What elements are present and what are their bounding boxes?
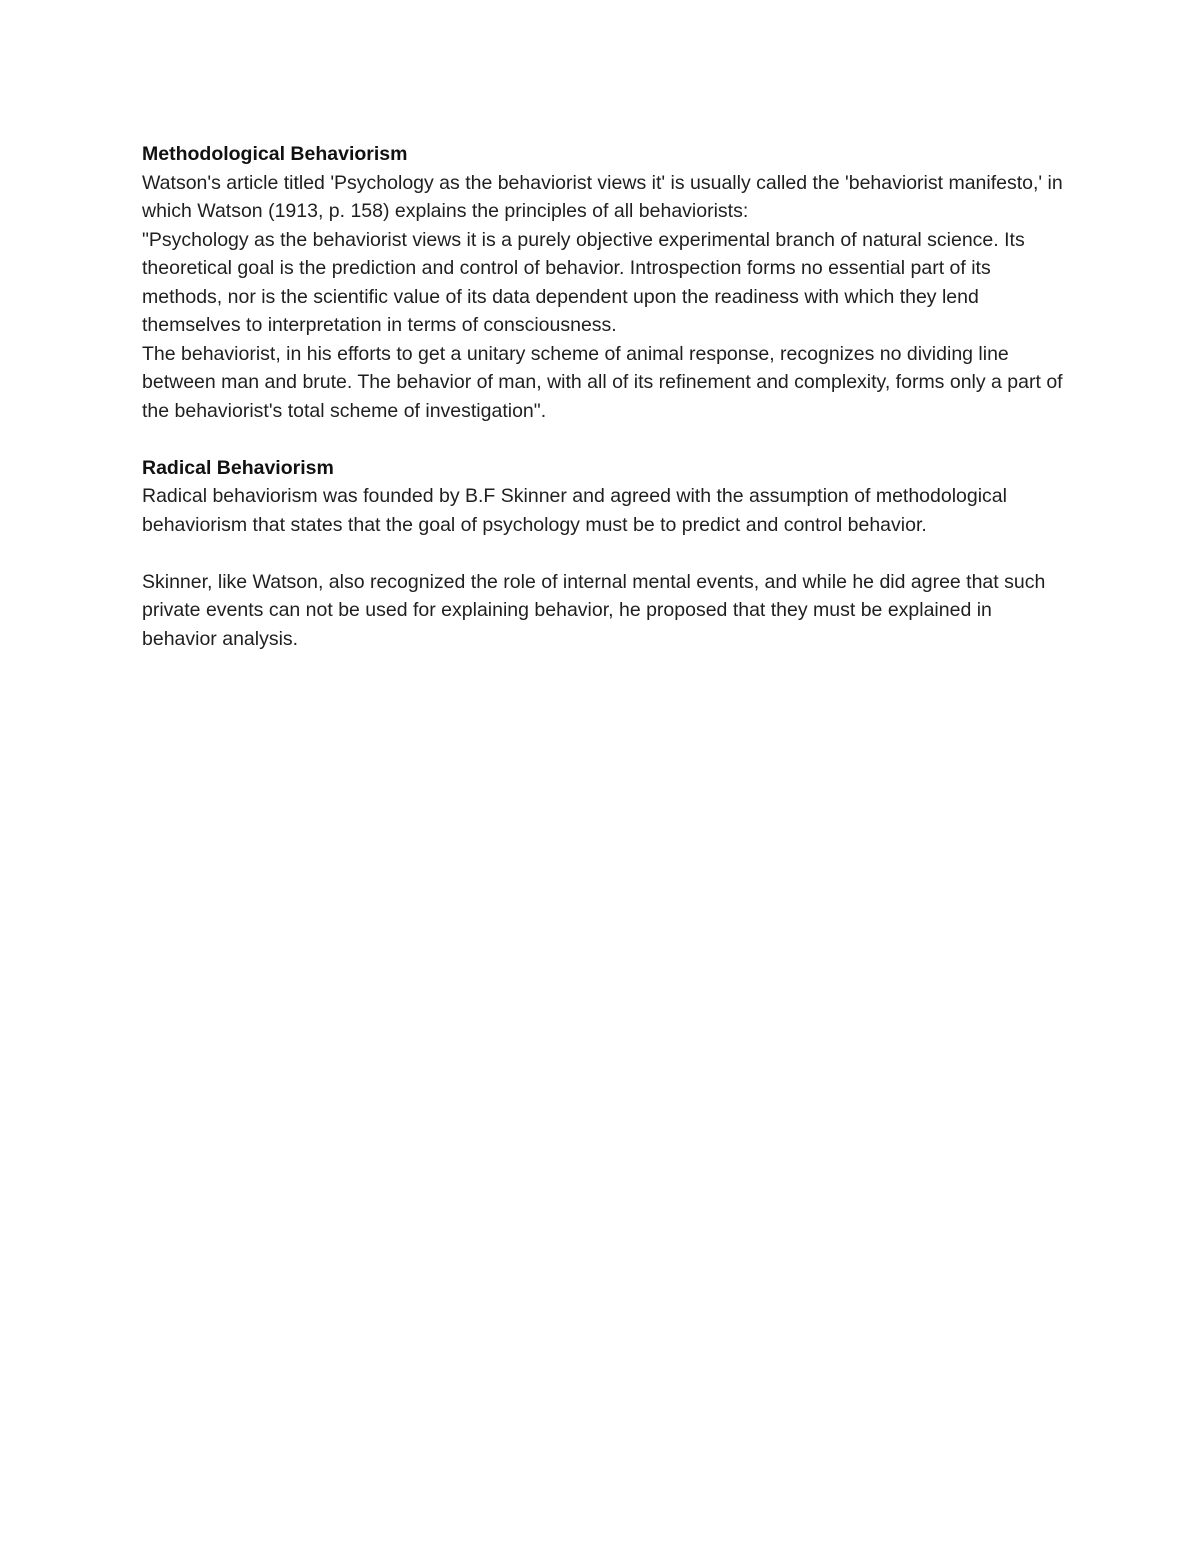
paragraph-skinner-founding: Radical behaviorism was founded by B.F Skinner and agreed with the assumption of methodological behaviorism that states that the goal of psychology must be to predict and control behavior. bbox=[142, 485, 1007, 536]
paragraph-watson-quote-continued: The behaviorist, in his efforts to get a unitary scheme of animal response, recognizes no dividing line between man and brute. The behavior of man, with all of its refinement and complexity, forms only a part of the behaviorist's total scheme of investigation". bbox=[142, 342, 1063, 422]
paragraph-watson-quote: "Psychology as the behaviorist views it is a purely objective experimental branch of natural science. Its theoretical goal is the prediction and control of behavior. Introspection forms no essential part of its methods, nor is the scientific value of its data dependent upon the readiness with which they lend themselves to interpretation in terms of consciousness. bbox=[142, 228, 1025, 336]
paragraph-skinner-internal-events: Skinner, like Watson, also recognized the role of internal mental events, and while he did agree that such private events can not be used for explaining behavior, he proposed that they must be explained in behavior analysis. bbox=[142, 570, 1046, 650]
section-heading-methodological: Methodological Behaviorism bbox=[142, 143, 408, 165]
paragraph-gap bbox=[142, 539, 1072, 568]
section-gap bbox=[142, 425, 1072, 454]
section-heading-radical: Radical Behaviorism bbox=[142, 456, 334, 479]
paragraph-watson-manifesto: Watson's article titled 'Psychology as the behaviorist views it' is usually called the 'behaviorist manifesto,' in which Watson (1913, p. 158) explains the principles of all behaviorists: bbox=[142, 171, 1063, 222]
document-body bbox=[142, 140, 1072, 653]
